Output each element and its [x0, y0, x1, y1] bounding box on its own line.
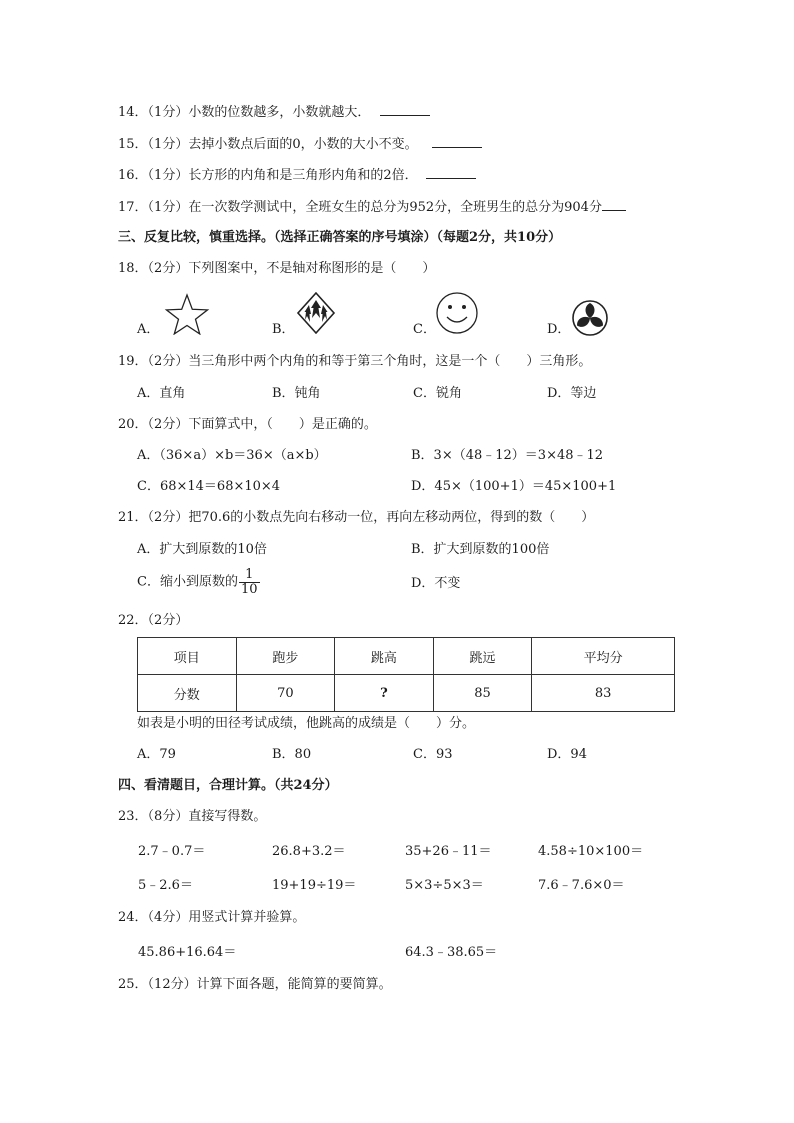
- question-text: 直接写得数。: [188, 809, 267, 824]
- question-number: 24．: [118, 910, 148, 925]
- option-a[interactable]: A．直角: [137, 386, 186, 401]
- question-18: [118, 260, 435, 278]
- table-cell: 70: [236, 675, 335, 712]
- table-header-cell: 平均分: [532, 638, 675, 675]
- calc-item: 5﹣2.6＝: [138, 878, 193, 893]
- arrow-diamond-figure: [296, 292, 336, 334]
- table-header-cell: 跳远: [433, 638, 532, 675]
- fraction-numerator: 1: [239, 568, 260, 583]
- question-25: [118, 976, 392, 994]
- question-text: 在一次数学测试中，全班女生的总分为952分，全班男生的总分为904分: [188, 200, 602, 215]
- option-c[interactable]: C．锐角: [413, 386, 462, 401]
- question-14: [118, 103, 430, 122]
- question-text: 下面算式中，（ ）是正确的。: [188, 417, 377, 432]
- question-score: （12分）: [147, 977, 197, 992]
- question-text: 去掉小数点后面的0，小数的大小不变。: [188, 137, 418, 152]
- option-c[interactable]: [137, 568, 260, 597]
- calc-item: 26.8+3.2＝: [272, 844, 346, 859]
- table-row: [138, 675, 675, 712]
- question-number: 17．: [118, 200, 148, 215]
- question-23: [118, 808, 266, 826]
- question-score: （1分）: [147, 137, 189, 152]
- question-score: （2分）: [147, 613, 189, 628]
- fraction: [239, 568, 260, 597]
- question-score: （2分）: [147, 261, 189, 276]
- table-header-row: [138, 638, 675, 675]
- question-number: 21．: [118, 510, 148, 525]
- question-number: 14．: [118, 105, 148, 120]
- option-c-label[interactable]: C．: [413, 322, 436, 337]
- question-score: （2分）: [147, 417, 189, 432]
- option-a-label[interactable]: A．: [137, 322, 160, 337]
- question-number: 20．: [118, 417, 148, 432]
- question-24: [118, 909, 305, 927]
- answer-blank[interactable]: [432, 135, 482, 148]
- question-number: 23．: [118, 809, 148, 824]
- calc-item: 7.6﹣7.6×0＝: [538, 878, 625, 893]
- question-score: （1分）: [147, 168, 189, 183]
- question-text: 当三角形中两个内角的和等于第三个角时，这是一个（ ）三角形。: [188, 354, 592, 369]
- question-22-text: 如表是小明的田径考试成绩，他跳高的成绩是（ ）分。: [137, 716, 476, 731]
- table-cell: 83: [532, 675, 675, 712]
- calc-item: 45.86+16.64＝: [138, 945, 237, 960]
- option-d-label[interactable]: D．: [547, 322, 571, 337]
- option-b-label[interactable]: B．: [272, 322, 295, 337]
- section-heading-4: 四、看清题目，合理计算。（共24分）: [118, 778, 338, 793]
- question-number: 15．: [118, 137, 148, 152]
- trefoil-figure: [571, 299, 609, 337]
- question-score: （1分）: [147, 105, 189, 120]
- question-20: [118, 416, 377, 434]
- question-15: [118, 135, 482, 154]
- question-number: 19．: [118, 354, 148, 369]
- question-number: 22．: [118, 613, 148, 628]
- question-score: （4分）: [147, 910, 189, 925]
- question-22: [118, 612, 188, 630]
- star-figure: [162, 293, 212, 335]
- question-text: 把70.6的小数点先向右移动一位，再向左移动两位，得到的数（ ）: [188, 510, 595, 525]
- question-17: [118, 198, 626, 217]
- question-21: [118, 509, 594, 527]
- option-a[interactable]: A．79: [137, 747, 176, 762]
- option-c[interactable]: C．68×14＝68×10×4: [137, 479, 281, 494]
- option-d[interactable]: D．94: [547, 747, 587, 762]
- option-d[interactable]: D．等边: [547, 386, 597, 401]
- calc-item: 4.58÷10×100＝: [538, 844, 644, 859]
- question-number: 18．: [118, 261, 148, 276]
- question-text: 下列图案中，不是轴对称图形的是（ ）: [188, 261, 436, 276]
- score-table: [137, 637, 675, 712]
- option-b[interactable]: B．扩大到原数的100倍: [411, 542, 550, 557]
- answer-blank[interactable]: [602, 198, 626, 211]
- question-16: [118, 166, 476, 185]
- calc-item: 19+19÷19＝: [272, 878, 357, 893]
- option-c[interactable]: C．93: [413, 747, 453, 762]
- option-d[interactable]: D．45×（100+1）＝45×100+1: [411, 479, 617, 494]
- option-c-text: C．缩小到原数的: [137, 574, 238, 590]
- option-d[interactable]: D．不变: [411, 576, 461, 591]
- question-text: 长方形的内角和是三角形内角和的2倍．: [188, 168, 418, 183]
- option-b[interactable]: B．80: [272, 747, 312, 762]
- section-heading-3: 三、反复比较，慎重选择。（选择正确答案的序号填涂）（每题2分，共10分）: [118, 230, 562, 245]
- table-header-cell: 项目: [138, 638, 237, 675]
- question-score: （2分）: [147, 510, 189, 525]
- question-19: [118, 353, 591, 371]
- table-header-cell: 跳高: [335, 638, 434, 675]
- table-cell: 85: [433, 675, 532, 712]
- fraction-denominator: 10: [240, 582, 258, 597]
- answer-blank[interactable]: [426, 166, 476, 179]
- question-text: 计算下面各题，能简算的要简算。: [196, 977, 392, 992]
- smiley-face-figure: [435, 291, 479, 335]
- question-text: 用竖式计算并验算。: [188, 910, 306, 925]
- option-b[interactable]: B．钝角: [272, 386, 321, 401]
- table-header-cell: 跑步: [236, 638, 335, 675]
- option-a[interactable]: A．扩大到原数的10倍: [137, 542, 267, 557]
- calc-item: 35+26﹣11＝: [405, 844, 492, 859]
- question-text: 小数的位数越多，小数就越大．: [188, 105, 371, 120]
- question-number: 25．: [118, 977, 148, 992]
- question-score: （8分）: [147, 809, 189, 824]
- calc-item: 2.7﹣0.7＝: [138, 844, 206, 859]
- calc-item: 5×3÷5×3＝: [405, 878, 484, 893]
- answer-blank[interactable]: [380, 103, 430, 116]
- table-cell: 分数: [138, 675, 237, 712]
- question-score: （2分）: [147, 354, 189, 369]
- table-cell: ?: [335, 675, 434, 712]
- option-a[interactable]: A．（36×a）×b＝36×（a×b）: [137, 448, 327, 463]
- option-b[interactable]: B．3×（48﹣12）＝3×48﹣12: [411, 448, 604, 463]
- question-number: 16．: [118, 168, 148, 183]
- question-score: （1分）: [147, 200, 189, 215]
- calc-item: 64.3﹣38.65＝: [405, 945, 498, 960]
